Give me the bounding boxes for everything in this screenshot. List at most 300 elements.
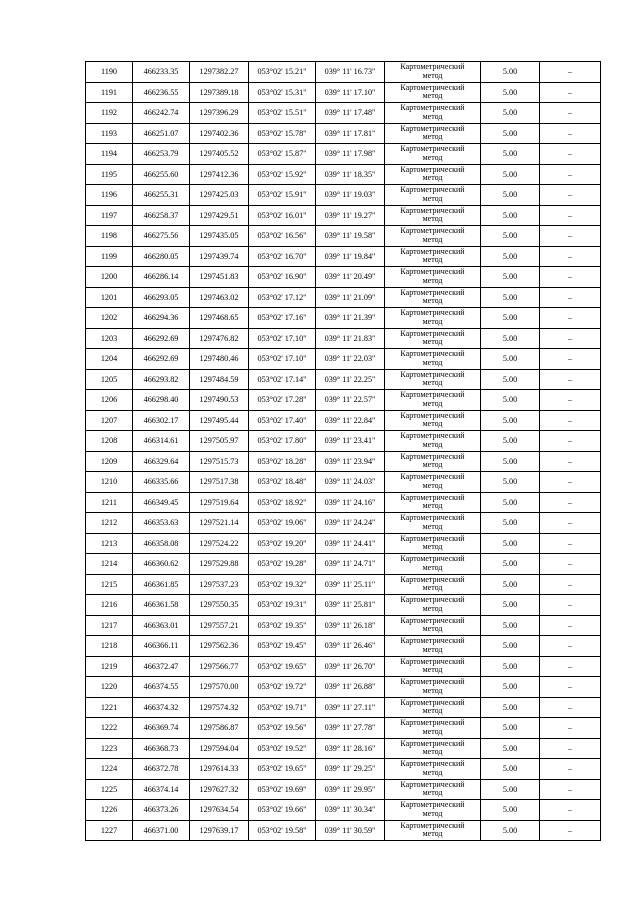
x-coordinate-cell: 466286.14 — [133, 267, 190, 288]
table-row — [86, 164, 601, 185]
method-line-1: Картометрический — [400, 349, 465, 359]
x-coordinate-cell: 466374.14 — [133, 779, 190, 800]
accuracy-cell: 5.00 — [481, 123, 540, 144]
y-coordinate-cell: 1297505.97 — [190, 431, 249, 452]
method-line-1: Картометрический — [400, 390, 465, 400]
table-row — [86, 513, 601, 534]
point-number-cell: 1223 — [86, 738, 133, 759]
method-line-2: метод — [422, 480, 443, 490]
point-number-cell: 1220 — [86, 677, 133, 698]
accuracy-cell: 5.00 — [481, 164, 540, 185]
method-cell — [385, 349, 481, 370]
y-coordinate-cell: 1297468.65 — [190, 308, 249, 329]
method-line-2: метод — [422, 788, 443, 798]
method-cell — [385, 246, 481, 267]
table-row — [86, 431, 601, 452]
method-line-2: метод — [422, 173, 443, 183]
longitude-cell: 039° 11' 23.94" — [316, 451, 385, 472]
x-coordinate-cell: 466292.69 — [133, 349, 190, 370]
table-row — [86, 697, 601, 718]
latitude-cell: 053°02' 15.78" — [249, 123, 316, 144]
y-coordinate-cell: 1297480.46 — [190, 349, 249, 370]
y-coordinate-cell: 1297570.00 — [190, 677, 249, 698]
table-row — [86, 677, 601, 698]
note-cell: – — [540, 308, 601, 329]
method-line-1: Картометрический — [400, 144, 465, 154]
longitude-cell: 039° 11' 26.88" — [316, 677, 385, 698]
method-line-2: метод — [422, 296, 443, 306]
method-cell — [385, 697, 481, 718]
method-cell — [385, 779, 481, 800]
latitude-cell: 053°02' 19.20" — [249, 533, 316, 554]
note-cell: – — [540, 185, 601, 206]
table-row — [86, 718, 601, 739]
x-coordinate-cell: 466372.47 — [133, 656, 190, 677]
latitude-cell: 053°02' 15.31" — [249, 82, 316, 103]
method-line-2: метод — [422, 726, 443, 736]
method-cell — [385, 595, 481, 616]
latitude-cell: 053°02' 17.16" — [249, 308, 316, 329]
y-coordinate-cell: 1297490.53 — [190, 390, 249, 411]
x-coordinate-cell: 466373.26 — [133, 800, 190, 821]
method-line-2: метод — [422, 767, 443, 777]
accuracy-cell: 5.00 — [481, 308, 540, 329]
point-number-cell: 1203 — [86, 328, 133, 349]
latitude-cell: 053°02' 15.21" — [249, 62, 316, 83]
y-coordinate-cell: 1297429.51 — [190, 205, 249, 226]
method-cell — [385, 205, 481, 226]
point-number-cell: 1202 — [86, 308, 133, 329]
x-coordinate-cell: 466242.74 — [133, 103, 190, 124]
method-cell — [385, 492, 481, 513]
method-line-1: Картометрический — [400, 472, 465, 482]
accuracy-cell: 5.00 — [481, 492, 540, 513]
latitude-cell: 053°02' 18.92" — [249, 492, 316, 513]
longitude-cell: 039° 11' 19.84" — [316, 246, 385, 267]
method-line-1: Картометрический — [400, 738, 465, 748]
accuracy-cell: 5.00 — [481, 677, 540, 698]
table-row — [86, 205, 601, 226]
longitude-cell: 039° 11' 24.16" — [316, 492, 385, 513]
method-cell — [385, 267, 481, 288]
method-cell — [385, 390, 481, 411]
note-cell: – — [540, 779, 601, 800]
y-coordinate-cell: 1297550.35 — [190, 595, 249, 616]
latitude-cell: 053°02' 19.06" — [249, 513, 316, 534]
longitude-cell: 039° 11' 24.71" — [316, 554, 385, 575]
method-line-2: метод — [422, 419, 443, 429]
table-row — [86, 820, 601, 841]
method-line-1: Картометрический — [400, 246, 465, 256]
latitude-cell: 053°02' 17.10" — [249, 328, 316, 349]
table-row — [86, 533, 601, 554]
method-line-1: Картометрический — [400, 636, 465, 646]
method-line-1: Картометрический — [400, 554, 465, 564]
accuracy-cell: 5.00 — [481, 62, 540, 83]
longitude-cell: 039° 11' 21.09" — [316, 287, 385, 308]
method-line-1: Картометрический — [400, 369, 465, 379]
method-line-2: метод — [422, 439, 443, 449]
longitude-cell: 039° 11' 21.83" — [316, 328, 385, 349]
point-number-cell: 1199 — [86, 246, 133, 267]
table-row — [86, 123, 601, 144]
latitude-cell: 053°02' 16.90" — [249, 267, 316, 288]
note-cell: – — [540, 759, 601, 780]
longitude-cell: 039° 11' 28.16" — [316, 738, 385, 759]
accuracy-cell: 5.00 — [481, 595, 540, 616]
table-row — [86, 82, 601, 103]
latitude-cell: 053°02' 19.58" — [249, 820, 316, 841]
method-line-1: Картометрический — [400, 205, 465, 215]
note-cell: – — [540, 636, 601, 657]
latitude-cell: 053°02' 17.40" — [249, 410, 316, 431]
method-cell — [385, 574, 481, 595]
longitude-cell: 039° 11' 25.11" — [316, 574, 385, 595]
accuracy-cell: 5.00 — [481, 349, 540, 370]
x-coordinate-cell: 466329.64 — [133, 451, 190, 472]
accuracy-cell: 5.00 — [481, 574, 540, 595]
y-coordinate-cell: 1297524.22 — [190, 533, 249, 554]
latitude-cell: 053°02' 15.92" — [249, 164, 316, 185]
accuracy-cell: 5.00 — [481, 185, 540, 206]
y-coordinate-cell: 1297451.83 — [190, 267, 249, 288]
method-line-2: метод — [422, 460, 443, 470]
x-coordinate-cell: 466314.61 — [133, 431, 190, 452]
y-coordinate-cell: 1297562.36 — [190, 636, 249, 657]
y-coordinate-cell: 1297557.21 — [190, 615, 249, 636]
point-number-cell: 1214 — [86, 554, 133, 575]
method-line-1: Картометрический — [400, 513, 465, 523]
table-row — [86, 308, 601, 329]
latitude-cell: 053°02' 17.14" — [249, 369, 316, 390]
method-cell — [385, 308, 481, 329]
method-line-2: метод — [422, 357, 443, 367]
method-line-2: метод — [422, 275, 443, 285]
method-line-1: Картометрический — [400, 410, 465, 420]
method-cell — [385, 164, 481, 185]
point-number-cell: 1191 — [86, 82, 133, 103]
latitude-cell: 053°02' 18.48" — [249, 472, 316, 493]
x-coordinate-cell: 466292.69 — [133, 328, 190, 349]
table-row — [86, 574, 601, 595]
y-coordinate-cell: 1297594.04 — [190, 738, 249, 759]
table-row — [86, 656, 601, 677]
point-number-cell: 1204 — [86, 349, 133, 370]
table-row — [86, 328, 601, 349]
latitude-cell: 053°02' 19.31" — [249, 595, 316, 616]
y-coordinate-cell: 1297396.29 — [190, 103, 249, 124]
method-line-2: метод — [422, 398, 443, 408]
note-cell: – — [540, 451, 601, 472]
longitude-cell: 039° 11' 22.25" — [316, 369, 385, 390]
method-line-1: Картометрический — [400, 718, 465, 728]
method-line-1: Картометрический — [400, 759, 465, 769]
latitude-cell: 053°02' 17.80" — [249, 431, 316, 452]
accuracy-cell: 5.00 — [481, 226, 540, 247]
note-cell: – — [540, 492, 601, 513]
method-line-2: метод — [422, 747, 443, 757]
accuracy-cell: 5.00 — [481, 287, 540, 308]
accuracy-cell: 5.00 — [481, 656, 540, 677]
x-coordinate-cell: 466361.58 — [133, 595, 190, 616]
accuracy-cell: 5.00 — [481, 82, 540, 103]
table-row — [86, 779, 601, 800]
note-cell: – — [540, 205, 601, 226]
point-number-cell: 1215 — [86, 574, 133, 595]
note-cell: – — [540, 82, 601, 103]
method-line-1: Картометрический — [400, 62, 465, 72]
note-cell: – — [540, 164, 601, 185]
method-line-2: метод — [422, 255, 443, 265]
longitude-cell: 039° 11' 22.03" — [316, 349, 385, 370]
latitude-cell: 053°02' 16.70" — [249, 246, 316, 267]
method-cell — [385, 185, 481, 206]
latitude-cell: 053°02' 19.69" — [249, 779, 316, 800]
method-line-1: Картометрический — [400, 287, 465, 297]
x-coordinate-cell: 466275.56 — [133, 226, 190, 247]
y-coordinate-cell: 1297521.14 — [190, 513, 249, 534]
note-cell: – — [540, 533, 601, 554]
longitude-cell: 039° 11' 19.58" — [316, 226, 385, 247]
point-number-cell: 1221 — [86, 697, 133, 718]
longitude-cell: 039° 11' 22.57" — [316, 390, 385, 411]
y-coordinate-cell: 1297405.52 — [190, 144, 249, 165]
point-number-cell: 1205 — [86, 369, 133, 390]
method-line-1: Картометрический — [400, 185, 465, 195]
accuracy-cell: 5.00 — [481, 328, 540, 349]
longitude-cell: 039° 11' 24.41" — [316, 533, 385, 554]
latitude-cell: 053°02' 19.72" — [249, 677, 316, 698]
accuracy-cell: 5.00 — [481, 369, 540, 390]
method-line-1: Картометрический — [400, 267, 465, 277]
note-cell: – — [540, 472, 601, 493]
x-coordinate-cell: 466374.55 — [133, 677, 190, 698]
accuracy-cell: 5.00 — [481, 738, 540, 759]
latitude-cell: 053°02' 17.28" — [249, 390, 316, 411]
method-line-1: Картометрический — [400, 533, 465, 543]
method-line-1: Картометрический — [400, 103, 465, 113]
latitude-cell: 053°02' 18.28" — [249, 451, 316, 472]
method-cell — [385, 820, 481, 841]
method-line-1: Картометрический — [400, 656, 465, 666]
note-cell: – — [540, 697, 601, 718]
accuracy-cell: 5.00 — [481, 533, 540, 554]
longitude-cell: 039° 11' 17.10" — [316, 82, 385, 103]
table-row — [86, 738, 601, 759]
method-cell — [385, 287, 481, 308]
point-number-cell: 1207 — [86, 410, 133, 431]
method-cell — [385, 677, 481, 698]
point-number-cell: 1217 — [86, 615, 133, 636]
note-cell: – — [540, 246, 601, 267]
point-number-cell: 1211 — [86, 492, 133, 513]
latitude-cell: 053°02' 19.28" — [249, 554, 316, 575]
method-line-1: Картометрический — [400, 226, 465, 236]
method-cell — [385, 410, 481, 431]
method-line-2: метод — [422, 685, 443, 695]
table-row — [86, 369, 601, 390]
longitude-cell: 039° 11' 23.41" — [316, 431, 385, 452]
y-coordinate-cell: 1297435.05 — [190, 226, 249, 247]
latitude-cell: 053°02' 19.52" — [249, 738, 316, 759]
x-coordinate-cell: 466293.82 — [133, 369, 190, 390]
method-line-2: метод — [422, 316, 443, 326]
longitude-cell: 039° 11' 24.03" — [316, 472, 385, 493]
note-cell: – — [540, 62, 601, 83]
point-number-cell: 1225 — [86, 779, 133, 800]
method-cell — [385, 103, 481, 124]
y-coordinate-cell: 1297614.33 — [190, 759, 249, 780]
method-line-2: метод — [422, 234, 443, 244]
x-coordinate-cell: 466353.63 — [133, 513, 190, 534]
latitude-cell: 053°02' 15.51" — [249, 103, 316, 124]
note-cell: – — [540, 226, 601, 247]
longitude-cell: 039° 11' 19.27" — [316, 205, 385, 226]
method-line-2: метод — [422, 562, 443, 572]
latitude-cell: 053°02' 17.10" — [249, 349, 316, 370]
method-line-2: метод — [422, 706, 443, 716]
x-coordinate-cell: 466255.31 — [133, 185, 190, 206]
longitude-cell: 039° 11' 16.73" — [316, 62, 385, 83]
y-coordinate-cell: 1297425.03 — [190, 185, 249, 206]
method-line-1: Картометрический — [400, 779, 465, 789]
y-coordinate-cell: 1297574.32 — [190, 697, 249, 718]
y-coordinate-cell: 1297476.82 — [190, 328, 249, 349]
table-row — [86, 226, 601, 247]
x-coordinate-cell: 466293.05 — [133, 287, 190, 308]
point-number-cell: 1226 — [86, 800, 133, 821]
table-row — [86, 759, 601, 780]
method-line-1: Картометрический — [400, 595, 465, 605]
method-cell — [385, 451, 481, 472]
latitude-cell: 053°02' 19.45" — [249, 636, 316, 657]
method-cell — [385, 533, 481, 554]
longitude-cell: 039° 11' 24.24" — [316, 513, 385, 534]
latitude-cell: 053°02' 19.35" — [249, 615, 316, 636]
point-number-cell: 1209 — [86, 451, 133, 472]
method-cell — [385, 369, 481, 390]
method-cell — [385, 226, 481, 247]
method-cell — [385, 615, 481, 636]
method-line-1: Картометрический — [400, 451, 465, 461]
latitude-cell: 053°02' 19.65" — [249, 759, 316, 780]
point-number-cell: 1208 — [86, 431, 133, 452]
x-coordinate-cell: 466368.73 — [133, 738, 190, 759]
accuracy-cell: 5.00 — [481, 103, 540, 124]
method-line-1: Картометрический — [400, 615, 465, 625]
method-line-1: Картометрический — [400, 328, 465, 338]
point-number-cell: 1196 — [86, 185, 133, 206]
x-coordinate-cell: 466369.74 — [133, 718, 190, 739]
note-cell: – — [540, 656, 601, 677]
longitude-cell: 039° 11' 18.35" — [316, 164, 385, 185]
method-line-2: метод — [422, 542, 443, 552]
accuracy-cell: 5.00 — [481, 431, 540, 452]
note-cell: – — [540, 328, 601, 349]
point-number-cell: 1195 — [86, 164, 133, 185]
method-cell — [385, 656, 481, 677]
table-row — [86, 615, 601, 636]
x-coordinate-cell: 466255.60 — [133, 164, 190, 185]
table-row — [86, 390, 601, 411]
x-coordinate-cell: 466258.37 — [133, 205, 190, 226]
accuracy-cell: 5.00 — [481, 472, 540, 493]
y-coordinate-cell: 1297639.17 — [190, 820, 249, 841]
longitude-cell: 039° 11' 26.18" — [316, 615, 385, 636]
method-line-2: метод — [422, 603, 443, 613]
table-body — [86, 62, 601, 841]
y-coordinate-cell: 1297412.36 — [190, 164, 249, 185]
table-row — [86, 287, 601, 308]
table-row — [86, 144, 601, 165]
method-line-2: метод — [422, 70, 443, 80]
longitude-cell: 039° 11' 29.25" — [316, 759, 385, 780]
note-cell: – — [540, 595, 601, 616]
x-coordinate-cell: 466335.66 — [133, 472, 190, 493]
method-line-2: метод — [422, 501, 443, 511]
method-line-2: метод — [422, 111, 443, 121]
method-line-2: метод — [422, 214, 443, 224]
method-line-2: метод — [422, 132, 443, 142]
accuracy-cell: 5.00 — [481, 636, 540, 657]
latitude-cell: 053°02' 19.65" — [249, 656, 316, 677]
accuracy-cell: 5.00 — [481, 779, 540, 800]
method-cell — [385, 800, 481, 821]
longitude-cell: 039° 11' 19.03" — [316, 185, 385, 206]
method-line-1: Картометрический — [400, 308, 465, 318]
point-number-cell: 1201 — [86, 287, 133, 308]
method-cell — [385, 472, 481, 493]
note-cell: – — [540, 410, 601, 431]
note-cell: – — [540, 615, 601, 636]
point-number-cell: 1194 — [86, 144, 133, 165]
table-row — [86, 267, 601, 288]
y-coordinate-cell: 1297389.18 — [190, 82, 249, 103]
point-number-cell: 1210 — [86, 472, 133, 493]
point-number-cell: 1227 — [86, 820, 133, 841]
method-line-2: метод — [422, 829, 443, 839]
method-line-2: метод — [422, 644, 443, 654]
point-number-cell: 1213 — [86, 533, 133, 554]
latitude-cell: 053°02' 19.32" — [249, 574, 316, 595]
note-cell: – — [540, 390, 601, 411]
table-row — [86, 636, 601, 657]
note-cell: – — [540, 677, 601, 698]
accuracy-cell: 5.00 — [481, 246, 540, 267]
x-coordinate-cell: 466349.45 — [133, 492, 190, 513]
note-cell: – — [540, 103, 601, 124]
method-line-1: Картометрический — [400, 574, 465, 584]
method-line-2: метод — [422, 808, 443, 818]
longitude-cell: 039° 11' 20.49" — [316, 267, 385, 288]
x-coordinate-cell: 466253.79 — [133, 144, 190, 165]
point-number-cell: 1222 — [86, 718, 133, 739]
method-line-1: Картометрический — [400, 677, 465, 687]
point-number-cell: 1224 — [86, 759, 133, 780]
method-cell — [385, 554, 481, 575]
longitude-cell: 039° 11' 27.11" — [316, 697, 385, 718]
method-cell — [385, 328, 481, 349]
method-line-2: метод — [422, 337, 443, 347]
method-cell — [385, 759, 481, 780]
y-coordinate-cell: 1297495.44 — [190, 410, 249, 431]
x-coordinate-cell: 466372.78 — [133, 759, 190, 780]
point-number-cell: 1218 — [86, 636, 133, 657]
method-line-2: метод — [422, 152, 443, 162]
table-row — [86, 554, 601, 575]
x-coordinate-cell: 466374.32 — [133, 697, 190, 718]
y-coordinate-cell: 1297382.27 — [190, 62, 249, 83]
